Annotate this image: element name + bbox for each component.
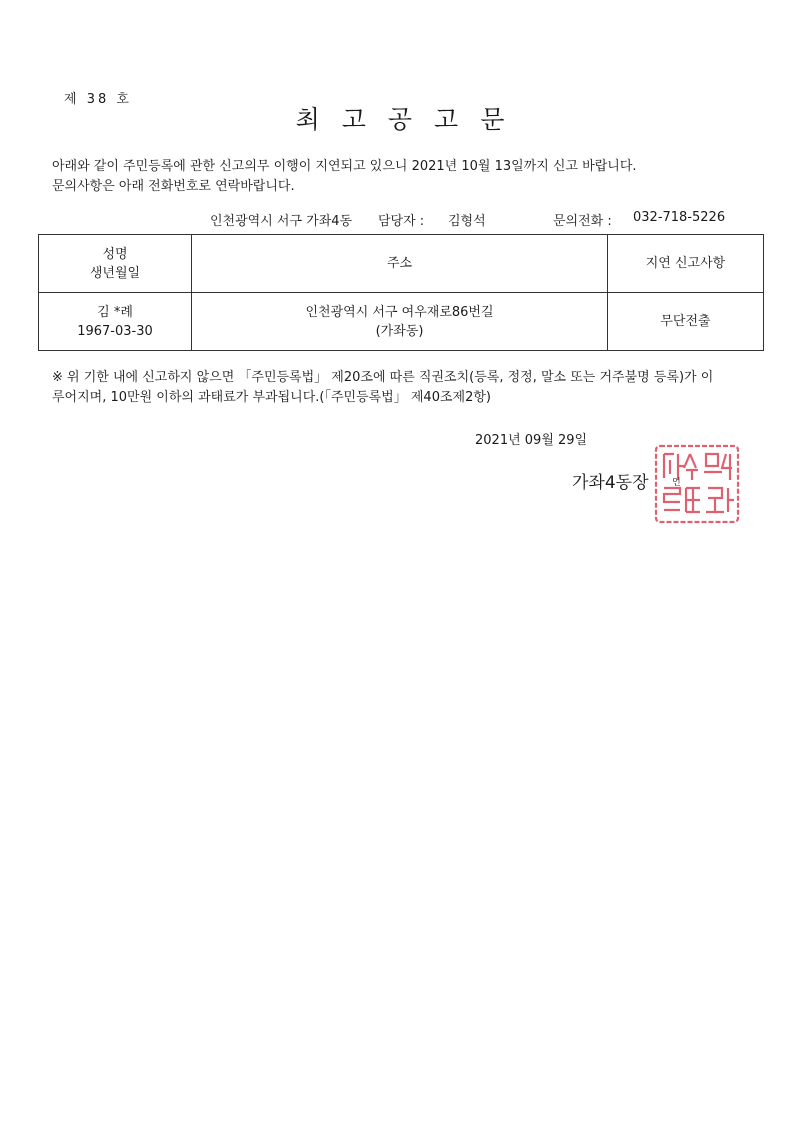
cell-address-line-1: 인천광역시 서구 여우재로86번길 <box>305 304 494 320</box>
header-name: 성명 <box>102 246 128 262</box>
issuer-title: 가좌4동장 <box>572 473 649 493</box>
table-row <box>39 293 764 351</box>
header-report: 지연 신고사항 <box>608 235 764 293</box>
seal-mark: 인 <box>672 478 681 488</box>
contact-phone-value: 032-718-5226 <box>633 210 726 225</box>
page-title: 최고공고문 <box>295 105 527 134</box>
notice-date: 2021년 09월 29일 <box>475 433 588 448</box>
notice-table <box>38 234 764 351</box>
contact-manager-name: 김형석 <box>448 214 486 229</box>
intro-line-2: 문의사항은 아래 전화번호로 연락바랍니다. <box>52 179 295 194</box>
cell-birth: 1967-03-30 <box>77 323 153 339</box>
cell-address-line-2: (가좌동) <box>375 323 424 339</box>
contact-office: 인천광역시 서구 가좌4동 <box>210 214 353 229</box>
cell-address <box>192 293 608 351</box>
cell-name: 김 *례 <box>97 304 133 320</box>
contact-manager-label: 담당자 : <box>378 214 425 229</box>
official-seal <box>650 440 745 530</box>
header-name-birth <box>39 235 192 293</box>
intro-line-1: 아래와 같이 주민등록에 관한 신고의무 이행이 지연되고 있으니 2021년 10월 13일까지 신고 바랍니다. <box>52 159 637 174</box>
note-line-1: ※ 위 기한 내에 신고하지 않으면 「주민등록법」 제20조에 따른 직권조치(등록, 정정, 말소 또는 거주불명 등록)가 이 <box>52 370 714 385</box>
contact-phone-label: 문의전화 : <box>553 214 612 229</box>
header-birth: 생년월일 <box>89 265 141 281</box>
cell-name-birth <box>39 293 192 351</box>
cell-report: 무단전출 <box>608 293 764 351</box>
document-number: 제 38 호 <box>64 92 132 107</box>
table-header-row <box>39 235 764 293</box>
header-address: 주소 <box>192 235 608 293</box>
note-line-2: 루어지며, 10만원 이하의 과태료가 부과됩니다.(「주민등록법」 제40조제2항) <box>52 390 491 405</box>
